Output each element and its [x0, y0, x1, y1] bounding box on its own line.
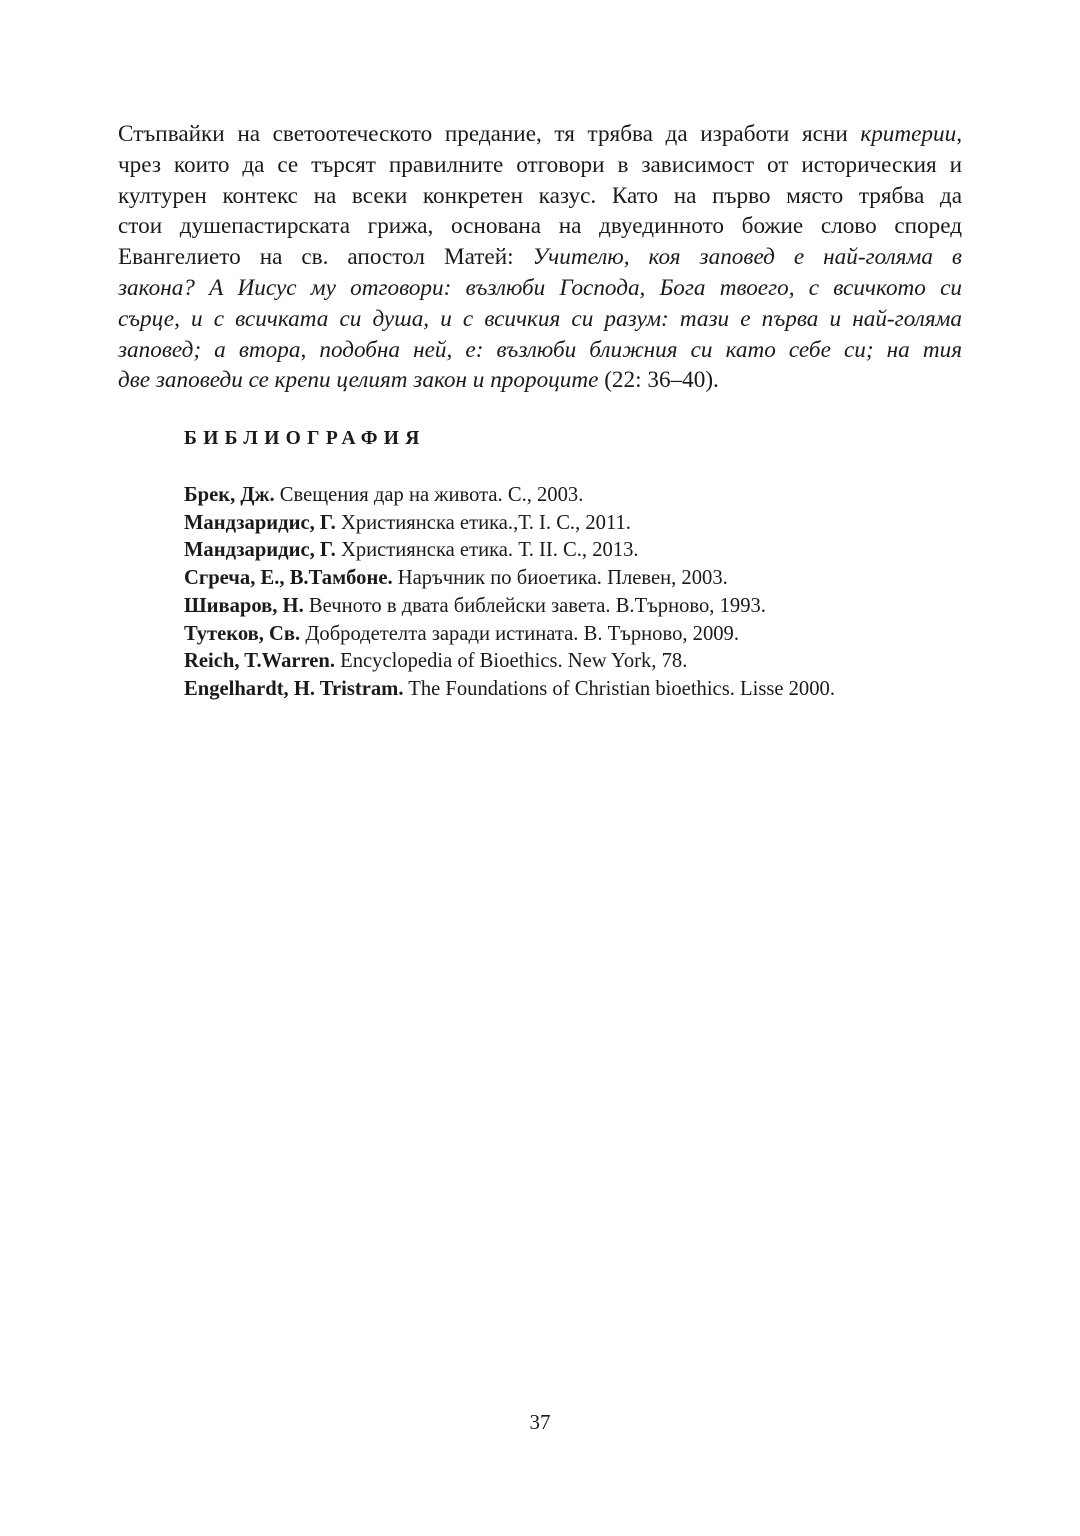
- bibliography-entry: [184, 593, 835, 621]
- bibliography-entry: [184, 482, 835, 510]
- body-line: [118, 119, 962, 150]
- body-text-italic-run: Учителю, коя заповед е най-голяма в: [532, 244, 962, 271]
- body-line: [118, 304, 962, 335]
- bibliography-heading: БИБЛИОГРАФИЯ: [184, 428, 426, 449]
- bibliography-entry: [184, 537, 835, 565]
- body-line: [118, 242, 962, 273]
- page-number: 37: [529, 1410, 551, 1434]
- bibliography-list: [184, 482, 835, 704]
- bibliography-author: Engelhardt, H. Tristram.: [184, 677, 404, 700]
- body-text-italic-run: закона? А Иисус му отговори: възлюби Господа, Бога твоего, с всичкото си: [118, 274, 962, 301]
- bibliography-author: Мандзаридис, Г.: [184, 511, 336, 534]
- bibliography-author: Reich, T.Warren.: [184, 650, 336, 673]
- bibliography-title: Encyclopedia of Bioethics. New York, 78.: [335, 650, 688, 673]
- body-line: [118, 273, 962, 304]
- bibliography-title: Добродетелта заради истината. В. Търново, 2009.: [300, 622, 739, 645]
- body-text-run: културен контекс на всеки конкретен казус. Като на първо място трябва да: [118, 182, 962, 209]
- bibliography-entry: [184, 648, 835, 676]
- body-text-run: ,: [956, 121, 962, 147]
- body-text-run: Стъпвайки на светоотеческото предание, тя трябва да изработи ясни: [118, 121, 861, 147]
- body-paragraph: [118, 119, 962, 396]
- bibliography-title: Християнска етика. Т. II. С., 2013.: [335, 539, 639, 562]
- body-text-italic-run: критерии: [860, 121, 957, 147]
- bibliography-entry: [184, 565, 835, 593]
- bibliography-title: Наръчник по биоетика. Плевен, 2003.: [392, 567, 728, 590]
- body-line: [118, 211, 962, 242]
- bibliography-author: Сгреча, Е., В.Тамбоне.: [184, 567, 393, 590]
- body-text-run: стои душепастирската грижа, основана на двуединното божие слово според: [118, 213, 962, 240]
- bibliography-title: Вечното в двата библейски завета. В.Търново, 1993.: [303, 594, 766, 617]
- body-text-italic-run: сърце, и с всичката си душа, и с всичкия си разум: тази е първа и най-голяма: [118, 305, 962, 332]
- body-line: [118, 335, 962, 366]
- body-text-run: чрез които да се търсят правилните отговори в зависимост от историческия и: [118, 151, 962, 178]
- bibliography-title: The Foundations of Christian bioethics. Lisse 2000.: [403, 677, 835, 700]
- body-line: [118, 365, 962, 396]
- body-text-italic-run: две заповеди се крепи целият закон и пророците: [118, 367, 599, 394]
- bibliography-entry: [184, 676, 835, 704]
- bibliography-author: Брек, Дж.: [184, 484, 275, 506]
- bibliography-title: Свещения дар на живота. С., 2003.: [274, 484, 584, 506]
- bibliography-entry: [184, 510, 835, 538]
- body-line: [118, 150, 962, 181]
- body-text-italic-run: заповед; а втора, подобна ней, е: възлюби ближния си като себе си; на тия: [118, 336, 962, 363]
- bibliography-author: Мандзаридис, Г.: [184, 539, 336, 562]
- bibliography-title: Християнска етика.,Т. I. С., 2011.: [335, 511, 631, 534]
- body-text-run: (22: 36–40).: [598, 367, 719, 394]
- bibliography-author: Тутеков, Св.: [184, 622, 301, 645]
- bibliography-entry: [184, 621, 835, 649]
- bibliography-author: Шиваров, Н.: [184, 594, 304, 617]
- body-text-run: Евангелието на св. апостол Матей:: [118, 244, 533, 271]
- body-line: [118, 181, 962, 212]
